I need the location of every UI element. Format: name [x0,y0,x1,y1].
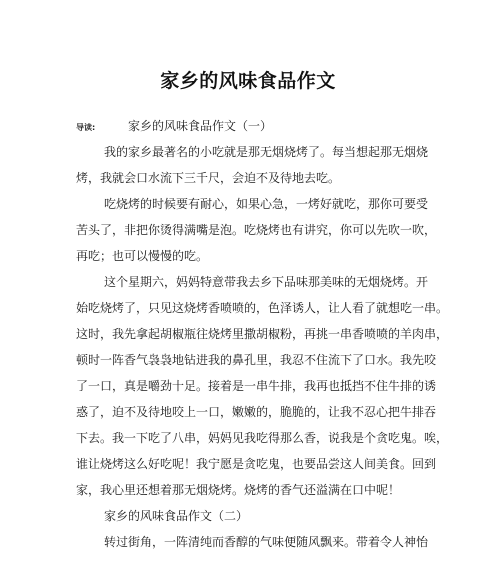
paragraph-line: 下去。我一下吃了八串，妈妈见我吃得那么香，说我是个贪吃鬼。唉， [76,431,449,445]
paragraph-line: 吃烧烤的时候要有耐心，如果心急，一烤好就吃，那你可要受 [104,197,429,211]
paragraph-line: 烤，我就会口水流下三千尺，会迫不及待地去吃。 [76,171,341,185]
page-title: 家乡的风味食品作文 [160,70,336,92]
paragraph-line: 这个星期六，妈妈特意带我去乡下品味那美味的无烟烧烤。开 [104,275,429,289]
paragraph-line: 这时，我先拿起胡椒瓶往烧烤里撒胡椒粉，再挑一串香喷喷的羊肉串， [76,327,449,341]
paragraph-line: 谁让烧烤这么好吃呢！我宁愿是贪吃鬼，也要品尝这人间美食。回到 [76,457,437,471]
section-heading: 家乡的风味食品作文（一） [128,119,273,133]
paragraph-line: 转过街角，一阵清纯而香醇的气味便随风飘来。带着令人神怡 [104,535,429,549]
paragraph-line: 始吃烧烤了，只见这烧烤香喷喷的，色泽诱人，让人看了就想吃一串。 [76,301,449,315]
paragraph-line: 惑了，迫不及待地咬上一口，嫩嫩的，脆脆的，让我不忍心把牛排吞 [76,405,437,419]
paragraph-line: 家，我心里还想着那无烟烧烤。烧烤的香气还溢满在口中呢！ [76,483,401,497]
paragraph-line: 了一口，真是嚼劲十足。接着是一串牛排，我再也抵挡不住牛排的诱 [76,379,437,393]
lead-row [76,118,426,136]
paragraph-line: 再吃；也可以慢慢的吃。 [76,249,209,263]
lead-label: 导读: [76,123,96,132]
paragraph-line: 顿时一阵香气袅袅地钻进我的鼻孔里，我忍不住流下了口水。我先咬 [76,353,437,367]
paragraph-line: 我的家乡最著名的小吃就是那无烟烧烤了。每当想起那无烟烧 [104,145,429,159]
section-heading: 家乡的风味食品作文（二） [104,509,249,523]
paragraph-line: 苦头了，非把你烫得满嘴是泡。吃烧烤也有讲究，你可以先吹一吹， [76,223,437,237]
